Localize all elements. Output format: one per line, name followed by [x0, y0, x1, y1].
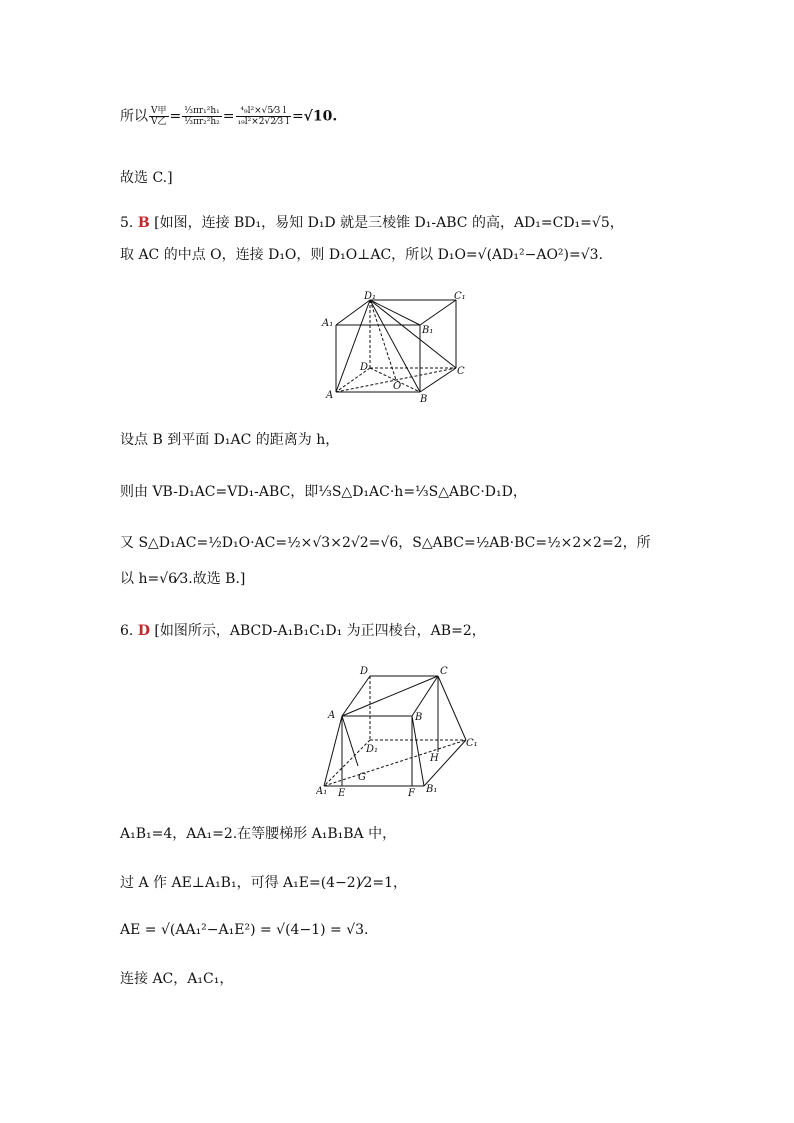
- label-c1: C₁: [454, 291, 466, 302]
- label-c1: C₁: [466, 738, 478, 749]
- q6-line-1: 6. D [如图所示，ABCD-A₁B₁C₁D₁ 为正四棱台，AB=2，: [120, 623, 486, 639]
- label-c: C: [457, 366, 465, 377]
- label-b: B: [420, 394, 428, 405]
- q5-line-4: 则由 VB-D₁AC=VD₁-ABC，即⅓S△D₁AC·h=⅓S△ABC·D₁D，: [120, 484, 527, 500]
- label-e: E: [338, 788, 346, 798]
- q6-line-5: 连接 AC，A₁C₁，: [120, 971, 234, 987]
- label-d1: D₁: [364, 291, 377, 302]
- label-b: B: [415, 712, 423, 723]
- label-d: D: [360, 666, 369, 677]
- q5-line-5: 又 S△D₁AC=½D₁O·AC=½×√3×2√2=√6，S△ABC=½AB·BC=½×2×2=2，所: [120, 535, 651, 551]
- label-a1: A₁: [322, 318, 334, 329]
- label-a1: A₁: [316, 786, 328, 797]
- q5-answer: B: [137, 215, 150, 231]
- label-a: A: [328, 710, 336, 721]
- conclusion-c: 故选 C.]: [120, 170, 173, 186]
- figure-pyramid-in-cube: [320, 290, 470, 405]
- q5-line-2: 取 AC 的中点 O，连接 D₁O，则 D₁O⊥AC，所以 D₁O=√(AD₁²−AO²)=√3.: [120, 247, 604, 263]
- volume-ratio-line: 所以 V甲 V乙 = $\frac{\text{⅓πr₁²h₁}}{\text{⅓πr₂²h₂}}$ = $\frac{\text{⁴₉l²×√5⁄3 l}}{\text{₁₉l²×2√2⁄3 l}}$ =√10.: [120, 106, 338, 127]
- q6-line-4: AE = √(AA₁²−A₁E²) = √(4−1) = √3.: [120, 922, 369, 938]
- label-a: A: [326, 390, 334, 401]
- q5-line-3: 设点 B 到平面 D₁AC 的距离为 h，: [120, 432, 340, 448]
- label-g: G: [358, 772, 366, 783]
- label-c: C: [440, 666, 448, 677]
- label-d1: D₁: [366, 744, 379, 755]
- label-h: H: [430, 753, 439, 764]
- q6-answer: D: [137, 623, 150, 639]
- label-o: O: [393, 381, 402, 392]
- q6-line-3: 过 A 作 AE⊥A₁B₁，可得 A₁E=(4−2)⁄2=1，: [120, 875, 408, 891]
- label-b1: B₁: [426, 784, 438, 795]
- label-f: F: [408, 788, 415, 798]
- q6-line-2: A₁B₁=4，AA₁=2.在等腰梯形 A₁B₁BA 中，: [120, 826, 397, 842]
- label-d: D: [360, 362, 369, 373]
- q5-line-6: 以 h=√6⁄3.故选 B.]: [120, 571, 246, 587]
- q5-line-1: 5. B [如图，连接 BD₁，易知 D₁D 就是三棱锥 D₁-ABC 的高，AD₁=CD₁=√5，: [120, 215, 624, 231]
- label-b1: B₁: [422, 325, 434, 336]
- figure-frustum: [316, 662, 480, 798]
